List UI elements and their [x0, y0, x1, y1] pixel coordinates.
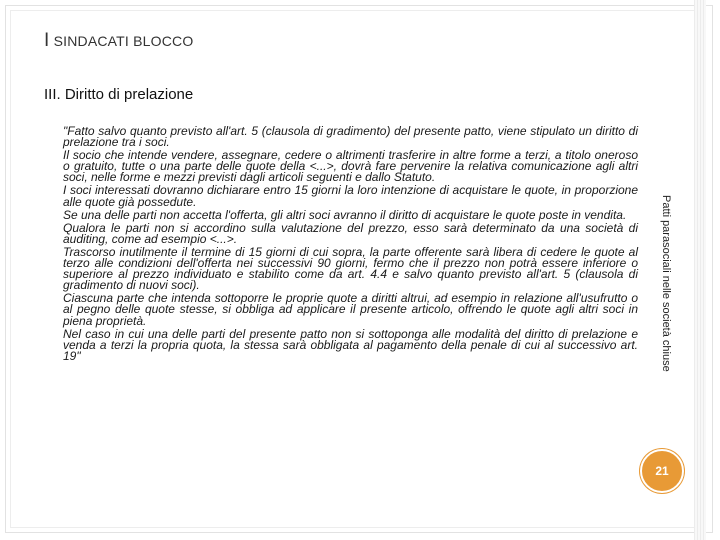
- clause-paragraph: Il socio che intende vendere, assegnare, cedere o altrimenti trasferire in altre forme a terzi, a titolo oneroso o gratuito, tutte o una parte delle quote della <...>, dovrà fare pervenire la relativa comunicazione agli altri soci, nelle forme e mezzi previsti dagli articoli seguenti e dallo Statuto.: [63, 148, 638, 185]
- slide-title-rest: SINDACATI BLOCCO: [53, 33, 194, 49]
- clause-paragraph: I soci interessati dovranno dichiarare entro 15 giorni la loro intenzione di acquistare le quote, in proporzione alle quote già possedute.: [63, 183, 638, 209]
- clause-paragraph: Trascorso inutilmente il termine di 15 giorni di cui sopra, la parte offerente sarà libera di cedere le quote al terzo alle condizioni dell'offerta nei successivi 90 giorni, fermo che il prezzo non potrà essere inferiore o superiore al prezzo individuato e stabilito come da art. 4.4 e salvo quanto previsto all'art. 5 (clausola di gradimento di nuovi soci).: [63, 244, 638, 293]
- page-number-badge: 21: [640, 449, 684, 493]
- clause-paragraph: Ciascuna parte che intenda sottoporre le proprie quote a diritti altrui, ad esempio in relazione all'usufrutto o al pegno delle quote stesse, si obbliga ad applicare il presente articolo, offrendo le quote agli altri soci in piena proprietà.: [63, 291, 638, 328]
- clause-paragraph: Se una delle parti non accetta l'offerta, gli altri soci avranno il diritto di acquistare le quote poste in vendita.: [63, 207, 627, 222]
- clause-paragraph: "Fatto salvo quanto previsto all'art. 5 (clausola di gradimento) del presente patto, viene stipulato un diritto di prelazione tra i soci.: [63, 124, 638, 150]
- decorative-side-band: [694, 0, 706, 540]
- clause-paragraph: Qualora le parti non si accordino sulla valutazione del prezzo, esso sarà determinato da una società di auditing, come ad esempio <...>.: [63, 220, 638, 246]
- slide-title-initial: I: [44, 30, 50, 51]
- slide-subtitle: III. Diritto di prelazione: [44, 86, 194, 103]
- vertical-footer-label: Patti parasociali nelle società chiuse: [660, 195, 672, 372]
- slide-title: [44, 30, 193, 52]
- clause-paragraph: Nel caso in cui una delle parti del presente patto non si sottoponga alle modalità del diritto di prelazione e venda a terzi la propria quota, la stessa sarà obbligata al pagamento della penale di cui al successivo art. 19": [63, 326, 638, 363]
- clause-text: [63, 126, 638, 364]
